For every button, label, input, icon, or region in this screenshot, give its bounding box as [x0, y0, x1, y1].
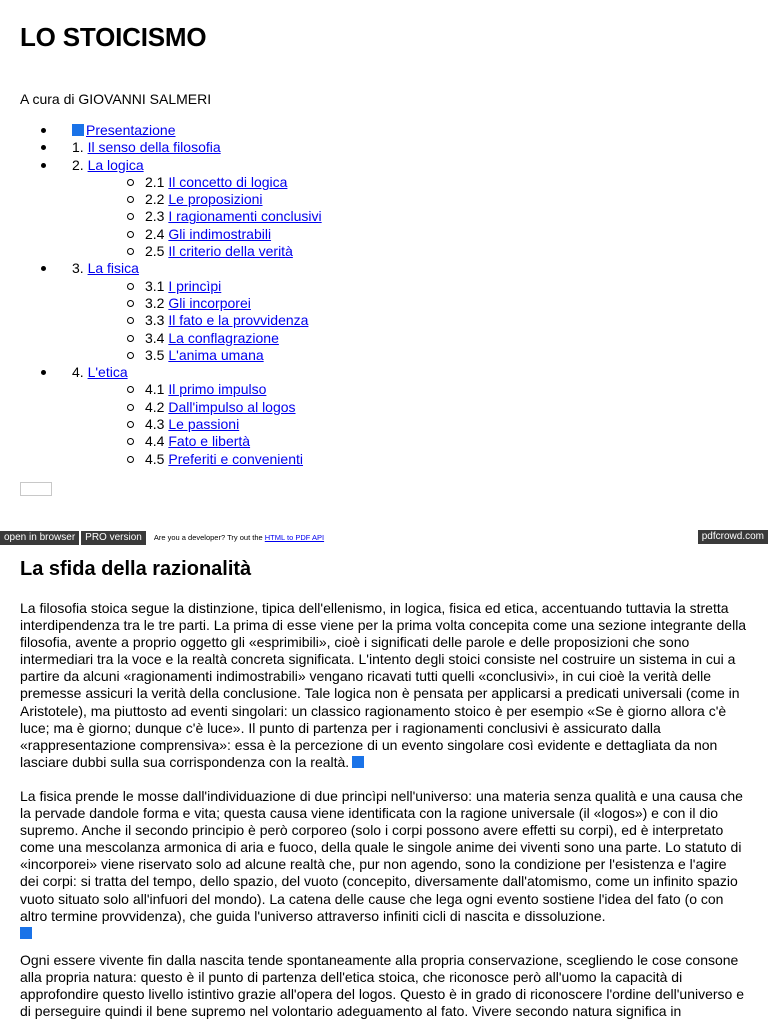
- toc-link[interactable]: Il fato e la provvidenza: [168, 312, 309, 329]
- toc-number: 2.5: [145, 243, 165, 260]
- toc-number: 2.4: [145, 225, 165, 242]
- paragraph-text: La filosofia stoica segue la distinzione, tipica dell'ellenismo, in logica, fisica ed etica, accentuando tuttavia la stretta interdipendenza tra le tre parti. La prima di esse viene per la prima volta concepita come una sezione integrante della filosofia, avente a proprio oggetto gli «esprimibili», cioè i significati delle parole e delle proposizioni che sono intermediari tra la voce e la realtà concreta significata. L'intento degli stoici consiste nel costruire un sistema in cui a partire da alcuni «ragionamenti indimostrabili» vengano ricavati tutti quelli «conclusivi», in cui cioè la verità delle premesse assicuri la verità della conclusione. Tale logica non è pensata per applicarsi a predicati universali (come in Aristotele), ma piuttosto ad eventi singolari: un classico ragionamento stoico è per esempio «Se è giorno allora c'è luce; ma è giorno; dunque c'è luce». Il punto di partenza per i ragionamenti conclusivi è assicurato dalla «rappresentazione comprensiva»: essa è la percezione di un evento singolare così evidente e dettagliata da non lasciare dubbi sulla sua corrispondenza con la realtà.: [20, 600, 747, 770]
- section-heading: La sfida della razionalità: [20, 558, 252, 580]
- developer-text: Are you a developer? Try out the: [153, 533, 263, 542]
- pro-version-button[interactable]: PRO version: [81, 531, 146, 545]
- paragraph-text: La fisica prende le mosse dall'individuazione di due princìpi nell'universo: una materia senza qualità e una causa che la pervade dandole forma e vita; questa causa viene identificata con la ragione universale (il «logos») e con il dio supremo. Anche il secondo principio è però corporeo (solo i corpi possono avere effetti su corpi), ed è interpretato come una mescolanza armonica di aria e fuoco, della quale le singole anime dei viventi sono una parte. Lo statuto di «incorporei» viene riservato solo ad alcune realtà che, pur non agendo, sono la condizione per l'esistenza e l'agire dei corpi: si tratta del tempo, dello spazio, del vuoto (concepito, diversamente dall'atomismo, come un infinito spazio vuoto situato solo all'infuori del mondo). La catena delle cause che lega ogni evento sostiene l'idea del fato (o con altro termine provvidenza), che guida l'universo attraverso infiniti cicli di nascita e dissoluzione.: [20, 788, 743, 924]
- curator-line: A cura di GIOVANNI SALMERI: [20, 91, 212, 107]
- toc-link-senso[interactable]: Il senso della filosofia: [87, 139, 221, 156]
- toc-link[interactable]: La conflagrazione: [168, 329, 279, 346]
- toc-number: 1.: [72, 139, 84, 156]
- toc-subitem: [72, 416, 322, 433]
- toc-sublist-logica: [72, 174, 322, 260]
- toc-link[interactable]: L'anima umana: [168, 346, 264, 363]
- toc-subitem: [72, 191, 322, 208]
- toc-subitem: [72, 312, 322, 329]
- toc-link[interactable]: Gli indimostrabili: [168, 225, 272, 242]
- toc-link[interactable]: Gli incorporei: [168, 294, 251, 311]
- toc-subitem: [72, 381, 322, 398]
- toc-link[interactable]: Il criterio della verità: [168, 243, 293, 260]
- toc-item-1: [20, 139, 322, 156]
- toc-number: 2.3: [145, 208, 165, 225]
- toc-number: 2.: [72, 156, 84, 173]
- toc-number: 4.: [72, 364, 84, 381]
- toc-link[interactable]: I princìpi: [168, 277, 222, 294]
- toc-link-fisica[interactable]: La fisica: [87, 260, 139, 277]
- toc-link[interactable]: Le proposizioni: [168, 191, 263, 208]
- html-to-pdf-api-link[interactable]: HTML to PDF API: [264, 533, 325, 542]
- toc-number: 3.1: [145, 277, 165, 294]
- page-title: LO STOICISMO: [20, 22, 207, 52]
- toc-subitem: [72, 243, 322, 260]
- toc-number: 3.4: [145, 329, 165, 346]
- paragraph-ethics: Ogni essere vivente fin dalla nascita tende spontaneamente alla propria conservazione, scegliendo le cose consone alla propria natura: questo è il punto di partenza dell'etica stoica, che riconosce però all'uomo la capacità di approfondire questo livello istintivo grazie all'opera del logos. Questo è in grado di riconoscere l'ordine dell'universo e di perseguire quindi il bene supremo nel volontario adeguamento al fato. Vivere secondo natura significa in: [20, 952, 744, 1020]
- toc-link[interactable]: Le passioni: [168, 416, 240, 433]
- toc-subitem: [72, 451, 322, 468]
- toc-number: 4.5: [145, 450, 165, 467]
- toc-subitem: [72, 208, 322, 225]
- toc-link[interactable]: Dall'impulso al logos: [168, 398, 296, 415]
- toc-item-presentazione: [20, 122, 322, 139]
- toc-subitem: [72, 399, 322, 416]
- toc-number: 3.3: [145, 312, 165, 329]
- toc-number: 2.1: [145, 173, 165, 190]
- page-two: [20, 558, 750, 1020]
- paragraph-logic: [20, 600, 748, 771]
- toc-link-presentazione[interactable]: Presentazione: [86, 122, 176, 138]
- table-of-contents: [20, 122, 322, 468]
- toc-item-2: [20, 157, 322, 261]
- paragraph-physics: [20, 788, 748, 942]
- toc-sublist-etica: [72, 381, 322, 467]
- toc-number: 2.2: [145, 191, 165, 208]
- toc-link-etica[interactable]: L'etica: [87, 364, 128, 381]
- pdfcrowd-bar: [0, 530, 768, 545]
- toc-subitem: [72, 174, 322, 191]
- toc-number: 3.: [72, 260, 84, 277]
- toc-number: 4.1: [145, 381, 165, 398]
- toc-number: 4.2: [145, 398, 165, 415]
- square-marker-icon[interactable]: [352, 756, 364, 768]
- toc-subitem: [72, 278, 322, 295]
- empty-input-box[interactable]: [20, 482, 52, 496]
- toc-link[interactable]: Preferiti e convenienti: [168, 450, 303, 467]
- toc-number: 3.2: [145, 294, 165, 311]
- toc-link-logica[interactable]: La logica: [87, 156, 144, 173]
- toc-subitem: [72, 347, 322, 364]
- square-marker-icon: [72, 124, 84, 136]
- toc-link[interactable]: I ragionamenti conclusivi: [168, 208, 322, 225]
- pdfcrowd-brand-link[interactable]: pdfcrowd.com: [698, 530, 768, 544]
- open-in-browser-button[interactable]: open in browser: [0, 531, 79, 545]
- toc-link[interactable]: Il concetto di logica: [168, 173, 288, 190]
- toc-sublist-fisica: [72, 278, 322, 364]
- toc-link[interactable]: Fato e libertà: [168, 433, 251, 450]
- toc-subitem: [72, 295, 322, 312]
- toc-subitem: [72, 226, 322, 243]
- toc-number: 4.3: [145, 416, 165, 433]
- square-marker-icon[interactable]: [20, 927, 32, 939]
- toc-item-4: [20, 364, 322, 468]
- toc-subitem: [72, 330, 322, 347]
- toc-number: 4.4: [145, 433, 165, 450]
- developer-note: [154, 533, 324, 542]
- toc-item-3: [20, 260, 322, 364]
- toc-link[interactable]: Il primo impulso: [168, 381, 267, 398]
- toc-subitem: [72, 433, 322, 450]
- toc-number: 3.5: [145, 346, 165, 363]
